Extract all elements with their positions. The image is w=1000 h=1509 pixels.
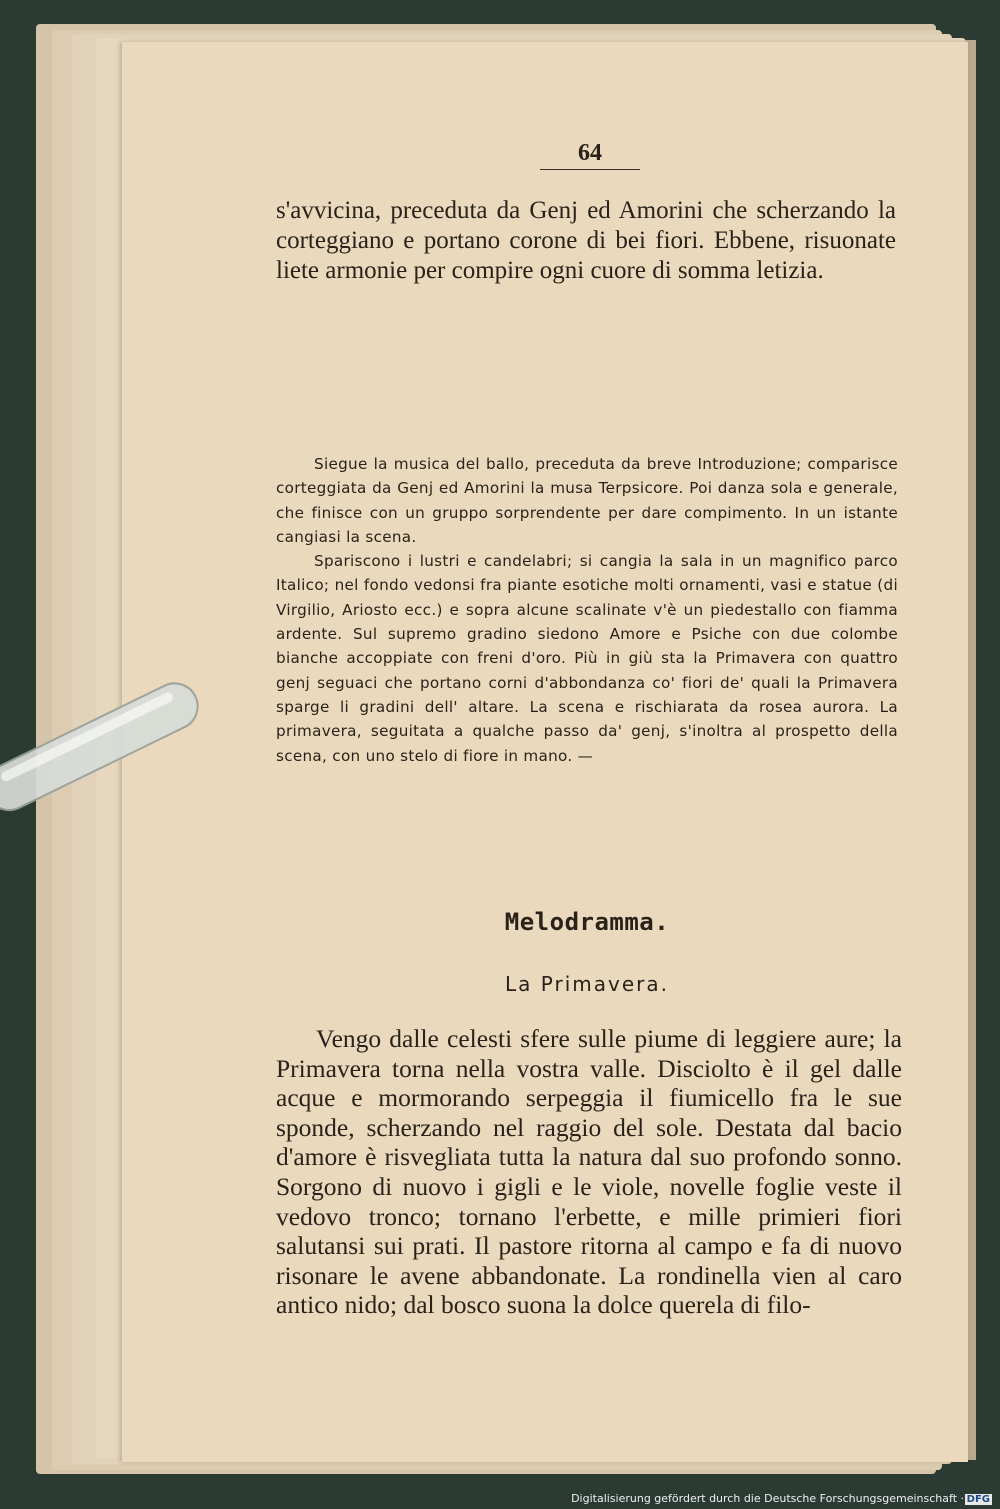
main-paragraph-text: Vengo dalle celesti sfere sulle piume di leggiere aure; la Primavera torna nella vostra valle. Disciolto è il gel dalle acque e mormorando serpeggia il fiumicello fra le sue sponde, scherzando nel raggio del sole. Destata dal bacio d'amore è risvegliata tutta la natura dal suo profondo sonno. Sorgono di nuovo i gigli e le viole, novelle foglie veste il vedovo tronco; tornano l'erbette, e mille primieri fiori salutansi sui prati. Il pastore ritorna al campo e fa di nuovo risonare le avene abbandonate. La rondinella vien al caro antico nido; dal bosco suona la dolce querela di filo-	[276, 1024, 902, 1320]
digitization-credit: Digitalisierung gefördert durch die Deutsche Forschungsgemeinschaft ·	[571, 1492, 964, 1505]
page-holder-clip	[0, 668, 230, 838]
section-subtitle: La Primavera.	[505, 972, 669, 996]
main-paragraph	[276, 1024, 902, 1320]
stage-directions	[276, 452, 898, 768]
stage-direction-paragraph: Siegue la musica del ballo, preceduta da breve Introduzione; comparisce corteggiata da Genj ed Amorini la musa Terpsicore. Poi danza sola e generale, che finisce con un gruppo sorprendente per dare compimento. In un istante cangiasi la scena.	[276, 455, 898, 546]
section-title: Melodramma.	[504, 908, 670, 936]
opening-paragraph: s'avvicina, preceduta da Genj ed Amorini che scherzando la corteggiano e portano corone di bei fiori. Ebbene, risuonate liete armonie per compire ogni cuore di somma letizia.	[276, 197, 896, 284]
page-number: 64	[540, 140, 640, 170]
stage-direction-paragraph: Spariscono i lustri e candelabri; si cangia la sala in un magnifico parco Italico; nel fondo vedonsi fra piante esotiche molti ornamenti, vasi e statue (di Virgilio, Ariosto ecc.) e sopra alcune scalinate v'è un piedestallo con fiamma ardente. Sul supremo gradino siedono Amore e Psiche con due colombe bianche accoppiate con freni d'oro. Più in giù sta la Primavera con quattro genj seguaci che portano corni d'abbondanza co' fiori de' quali la Primavera sparge li gradini dell' altare. La scena e rischiarata da rosea aurora. La primavera, seguitata a qualche passo da' genj, s'inoltra al prospetto della scena, con uno stelo di fiore in mano. —	[276, 552, 898, 765]
dfg-logo: DFG	[966, 1494, 990, 1505]
